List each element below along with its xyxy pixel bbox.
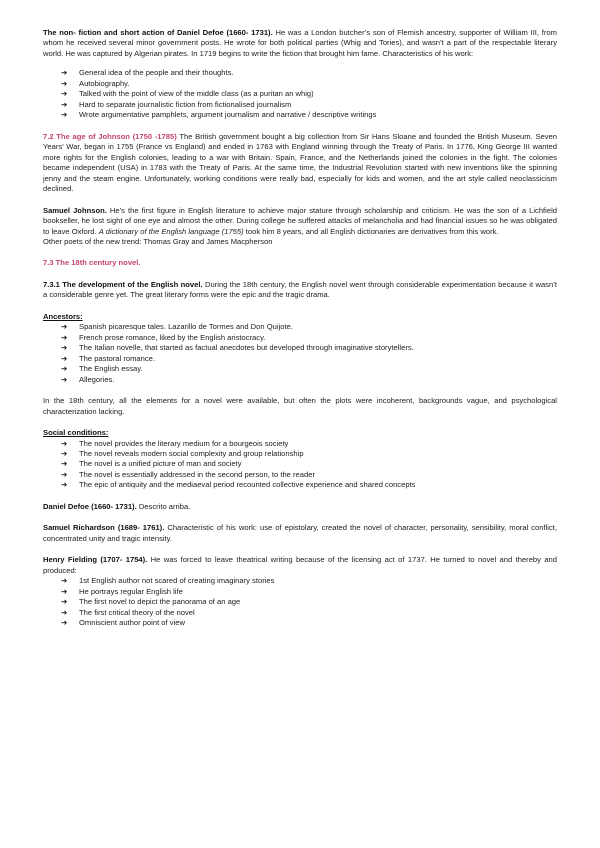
list-item: ➔ Wrote argumentative pamphlets, argument journalism and narrative / descriptive writings bbox=[61, 110, 377, 120]
johnson-age-text: The British government bought a big collection from Sir Hans Sloane and founded the British Museum. Seven Years’ War, began in 1755 (France vs England) and ended in 1763 with England winning through the Treaty of Paris. In 1776, King George III wanted more rights for the English colonies, leading to a war with Britain. Spain, France, and the Netherlands joined the colonies in the fight. The colonies became independent (USA) in 1783 with the Treaty of Paris. At the same time, the Industrial Revolution started with new inventions like the spinning jenny and the steam engine. Unfortunately, working conditions were really bad, especially for kids and women, and the art style called neoclassicism declined. bbox=[43, 131, 557, 194]
fielding-list bbox=[43, 576, 557, 628]
social-conditions-list bbox=[43, 439, 557, 491]
list-item: ➔ The epic of antiquity and the mediaeval period recounted collective experience and shared concepts bbox=[61, 480, 416, 490]
list-item: ➔ The novel provides the literary medium for a bourgeois society bbox=[61, 438, 289, 448]
list-item: ➔ Spanish picaresque tales. Lazarillo de Tormes and Don Quijote. bbox=[61, 322, 293, 332]
list-item: ➔ Allegories. bbox=[61, 374, 115, 384]
novel-elements-paragraph: In the 18th century, all the elements for a novel were available, but often the plots were incoherent, backgrounds vague, and psychological characterization lacking. bbox=[43, 396, 557, 416]
fielding-paragraph: Henry Fielding (1707- 1754). He was forced to leave theatrical writing because of the licensing act of 1737. He turned to novel and thereby and produced: bbox=[43, 555, 557, 575]
defoe-short-title: Daniel Defoe (1660- 1731). bbox=[43, 501, 137, 511]
arrow-icon: ➔ bbox=[61, 449, 68, 458]
arrow-icon: ➔ bbox=[61, 438, 68, 448]
arrow-icon: ➔ bbox=[61, 89, 68, 99]
defoe-intro-text: He was a London butcher’s son of Flemish ancestry, supporter of William III, from whom he received several minor government posts. He wrote for both political parties (Whig and Tories), and wasn’t a part of the respectable literary world. He was captured by Algerian pirates. In 1719 begins to write the fiction that brought him fame. Characteristics of his work: bbox=[43, 28, 557, 58]
arrow-icon: ➔ bbox=[61, 78, 68, 88]
arrow-icon: ➔ bbox=[61, 110, 68, 120]
list-item: ➔ He portrays regular English life bbox=[61, 586, 183, 596]
arrow-icon: ➔ bbox=[61, 68, 68, 78]
defoe-intro-title: The non- fiction and short action of Daniel Defoe (1660- 1731). bbox=[43, 28, 273, 37]
arrow-icon: ➔ bbox=[61, 480, 68, 490]
defoe-short-paragraph: Daniel Defoe (1660- 1731). Descrito arriba. bbox=[43, 501, 191, 511]
arrow-icon: ➔ bbox=[61, 459, 68, 469]
development-paragraph: 7.3.1 The development of the English novel. During the 18th century, the English novel went through considerable experimentation because it wasn’t a considerable genre yet. The great literary forms were the epic and the tragic drama. bbox=[43, 279, 558, 300]
arrow-icon: ➔ bbox=[61, 576, 68, 586]
list-item: ➔ General idea of the people and their thoughts. bbox=[61, 68, 234, 78]
arrow-icon: ➔ bbox=[61, 332, 68, 342]
arrow-icon: ➔ bbox=[61, 353, 68, 363]
social-conditions-label: Social conditions: bbox=[43, 428, 109, 438]
other-poets-line: Other poets of the new trend: Thomas Gray and James Macpherson bbox=[43, 236, 273, 246]
defoe-intro-paragraph bbox=[43, 28, 557, 59]
list-item: ➔ 1st English author not scared of creating imaginary stories bbox=[61, 576, 275, 586]
list-item: ➔ The first novel to depict the panorama of an age bbox=[61, 597, 241, 607]
list-item: ➔ Omniscient author point of view bbox=[61, 618, 185, 628]
arrow-icon: ➔ bbox=[61, 322, 68, 332]
samuel-johnson-title: Samuel Johnson. bbox=[43, 205, 107, 215]
list-item: ➔ The novel is essentially addressed in the second person, to the reader bbox=[61, 469, 315, 479]
arrow-icon: ➔ bbox=[61, 343, 68, 353]
defoe-characteristics-list bbox=[43, 68, 557, 120]
ancestors-label: Ancestors: bbox=[43, 311, 83, 321]
richardson-paragraph: Samuel Richardson (1689- 1761). Characteristic of his work: use of epistolary, created the novel of character, personality, sensibility, moral conflict, concentrated unity and tragic intensity. bbox=[43, 523, 557, 543]
list-item: ➔ The Italian novelle, that started as factual anecdotes but developed through imaginative storytellers. bbox=[61, 343, 414, 353]
arrow-icon: ➔ bbox=[61, 618, 68, 628]
list-item: ➔ The novel is a unified picture of man and society bbox=[61, 459, 242, 469]
johnson-age-title: 7.2 The age of Johnson (1750 -1785) bbox=[43, 131, 177, 141]
list-item: ➔ The English essay. bbox=[61, 364, 143, 374]
fielding-title: Henry Fielding (1707- 1754). bbox=[43, 555, 148, 565]
list-item: ➔ Autobiography. bbox=[61, 78, 130, 88]
development-title: 7.3.1 The development of the English novel. bbox=[43, 279, 203, 289]
list-item: ➔ Talked with the point of view of the middle class (as a puritan an whig) bbox=[61, 89, 314, 99]
list-item: ➔ The novel reveals modern social complexity and group relationship bbox=[61, 449, 304, 458]
arrow-icon: ➔ bbox=[61, 607, 68, 617]
arrow-icon: ➔ bbox=[61, 597, 68, 607]
document-page bbox=[43, 28, 557, 629]
list-item: ➔ The first critical theory of the novel bbox=[61, 607, 195, 617]
ancestors-list bbox=[43, 322, 557, 385]
arrow-icon: ➔ bbox=[61, 586, 68, 596]
dictionary-title: A dictionary of the English language (1755) bbox=[98, 226, 244, 236]
arrow-icon: ➔ bbox=[61, 374, 68, 384]
richardson-title: Samuel Richardson (1689- 1761). bbox=[43, 523, 165, 533]
list-item: ➔ Hard to separate journalistic fiction from fictionalised journalism bbox=[61, 99, 292, 109]
list-item: ➔ The pastoral romance. bbox=[61, 353, 155, 363]
johnson-age-paragraph bbox=[43, 132, 557, 195]
list-item: ➔ French prose romance, liked by the English aristocracy. bbox=[61, 332, 266, 342]
arrow-icon: ➔ bbox=[61, 99, 68, 109]
samuel-johnson-paragraph: Samuel Johnson. He’s the first figure in English literature to achieve major stature through scholarship and criticism. He was the son of a Lichfield bookseller, he lost sight of one eye and almost the other. During college he suffered attacks of melancholia and had financial issues so he was obligated to leave Oxford. A dictionary of the English language (1755) took him 8 years, and all English dictionaries are derivatives from this work. bbox=[43, 205, 557, 236]
arrow-icon: ➔ bbox=[61, 364, 68, 374]
arrow-icon: ➔ bbox=[61, 469, 68, 479]
section-heading: 7.3 The 18th century novel. bbox=[43, 258, 141, 268]
